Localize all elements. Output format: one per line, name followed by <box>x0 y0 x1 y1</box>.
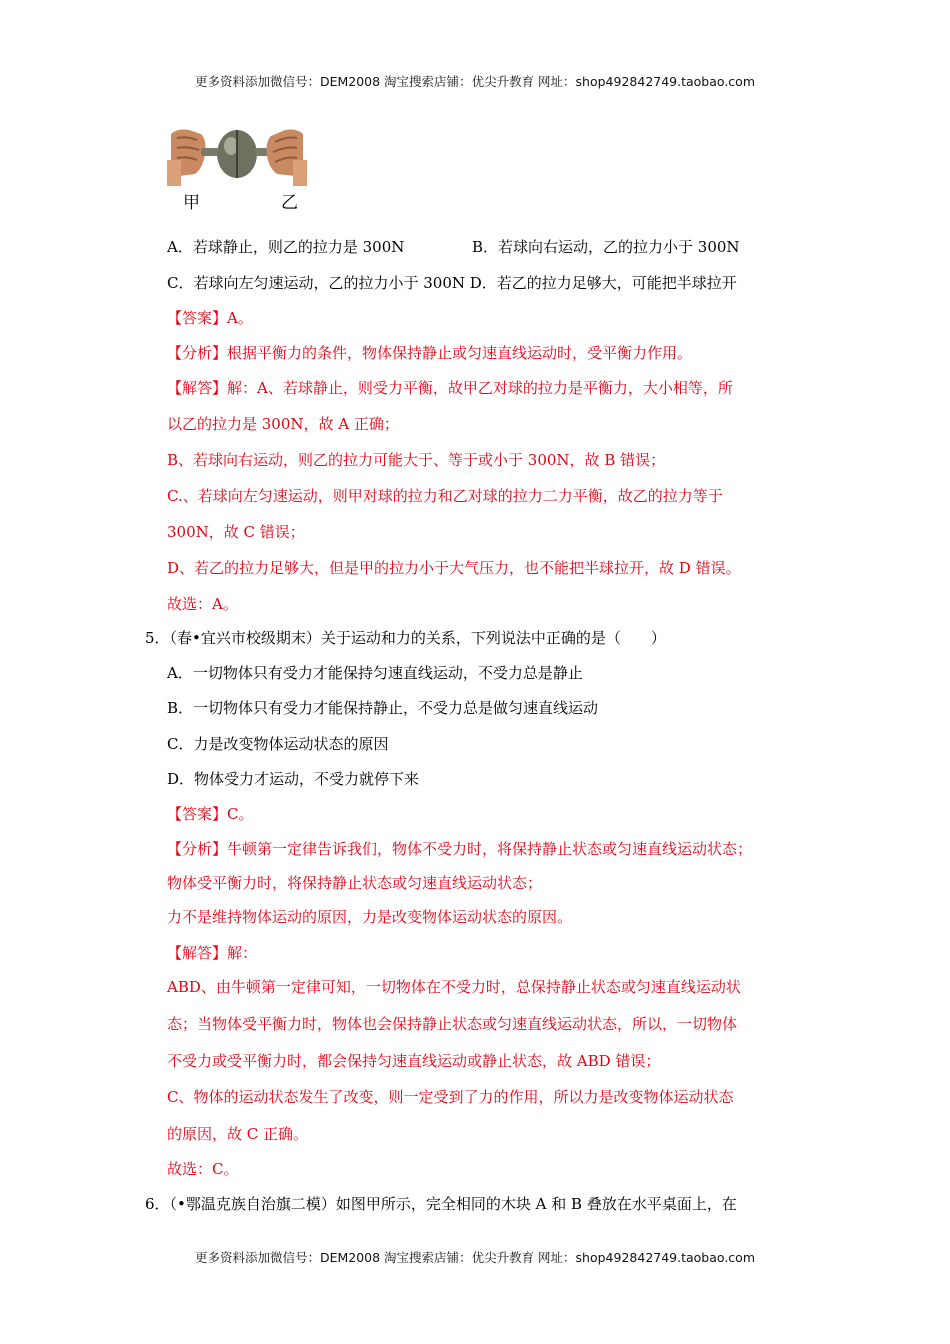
q5-solution-line: 态；当物体受平衡力时，物体也会保持静止状态或匀速直线运动状态，所以，一切物体 <box>167 1015 738 1033</box>
q4-option-cd: C．若球向左匀速运动，乙的拉力小于 300N D．若乙的拉力足够大，可能把半球拉开 <box>167 274 737 292</box>
q5-solution-line: C、物体的运动状态发生了改变，则一定受到了力的作用，所以力是改变物体运动状态 <box>167 1088 734 1106</box>
page-header: 更多资料添加微信号：DEM2008 淘宝搜索店铺：优尖升教育 网址：shop492842749.taobao.com <box>194 74 756 89</box>
q5-analysis-line: 物体受平衡力时，将保持静止状态或匀速直线运动状态； <box>167 874 543 892</box>
figure-label-jia: 甲 <box>183 193 200 213</box>
q5-option-a: A．一切物体只有受力才能保持匀速直线运动，不受力总是静止 <box>167 664 583 682</box>
q4-options-ab <box>167 237 867 257</box>
q4-solution-line: 300N，故 C 错误； <box>167 523 305 541</box>
hemisphere-figure <box>167 124 307 214</box>
q4-solution-line: 以乙的拉力是 300N，故 A 正确； <box>167 415 399 433</box>
q5-solution-line: 故选：C。 <box>167 1160 239 1178</box>
figure-label-yi: 乙 <box>281 193 298 213</box>
q5-solution-line: ABD、由牛顿第一定律可知，一切物体在不受力时，总保持静止状态或匀速直线运动状 <box>167 978 741 996</box>
q4-answer: 【答案】A。 <box>167 309 253 327</box>
q4-solution-line: 【解答】解：A、若球静止，则受力平衡，故甲乙对球的拉力是平衡力，大小相等，所 <box>167 379 733 397</box>
q4-solution-line: D、若乙的拉力足够大，但是甲的拉力小于大气压力，也不能把半球拉开，故 D 错误。 <box>167 559 741 577</box>
q5-solution-line: 不受力或受平衡力时，都会保持匀速直线运动或静止状态，故 ABD 错误； <box>167 1052 661 1070</box>
q5-stem: 5．（春•宜兴市校级期末）关于运动和力的关系，下列说法中正确的是（ ） <box>145 629 666 647</box>
page-footer: 更多资料添加微信号：DEM2008 淘宝搜索店铺：优尖升教育 网址：shop492842749.taobao.com <box>194 1250 756 1265</box>
q4-solution-line: B、若球向右运动，则乙的拉力可能大于、等于或小于 300N，故 B 错误； <box>167 451 666 469</box>
q5-option-d: D．物体受力才运动，不受力就停下来 <box>167 770 420 788</box>
q5-answer: 【答案】C。 <box>167 805 254 823</box>
q4-option-b: B．若球向右运动，乙的拉力小于 300N <box>472 238 740 256</box>
q5-solution-line: 【解答】解： <box>167 944 258 962</box>
q5-option-b: B．一切物体只有受力才能保持静止，不受力总是做匀速直线运动 <box>167 699 599 717</box>
q5-solution-line: 的原因，故 C 正确。 <box>167 1125 309 1143</box>
q5-analysis-line: 【分析】牛顿第一定律告诉我们，物体不受力时，将保持静止状态或匀速直线运动状态； <box>167 840 753 858</box>
q4-option-a: A．若球静止，则乙的拉力是 300N <box>167 238 405 256</box>
q4-analysis: 【分析】根据平衡力的条件，物体保持静止或匀速直线运动时，受平衡力作用。 <box>167 344 693 362</box>
q6-stem: 6．（•鄂温克族自治旗二模）如图甲所示，完全相同的木块 A 和 B 叠放在水平桌面上，在 <box>145 1195 737 1213</box>
hemisphere-illustration <box>167 124 307 188</box>
q5-option-c: C．力是改变物体运动状态的原因 <box>167 735 389 753</box>
q5-analysis-line: 力不是维持物体运动的原因，力是改变物体运动状态的原因。 <box>167 908 573 926</box>
q4-solution-line: C.、若球向左匀速运动，则甲对球的拉力和乙对球的拉力二力平衡，故乙的拉力等于 <box>167 487 723 505</box>
q4-solution-line: 故选：A。 <box>167 595 238 613</box>
